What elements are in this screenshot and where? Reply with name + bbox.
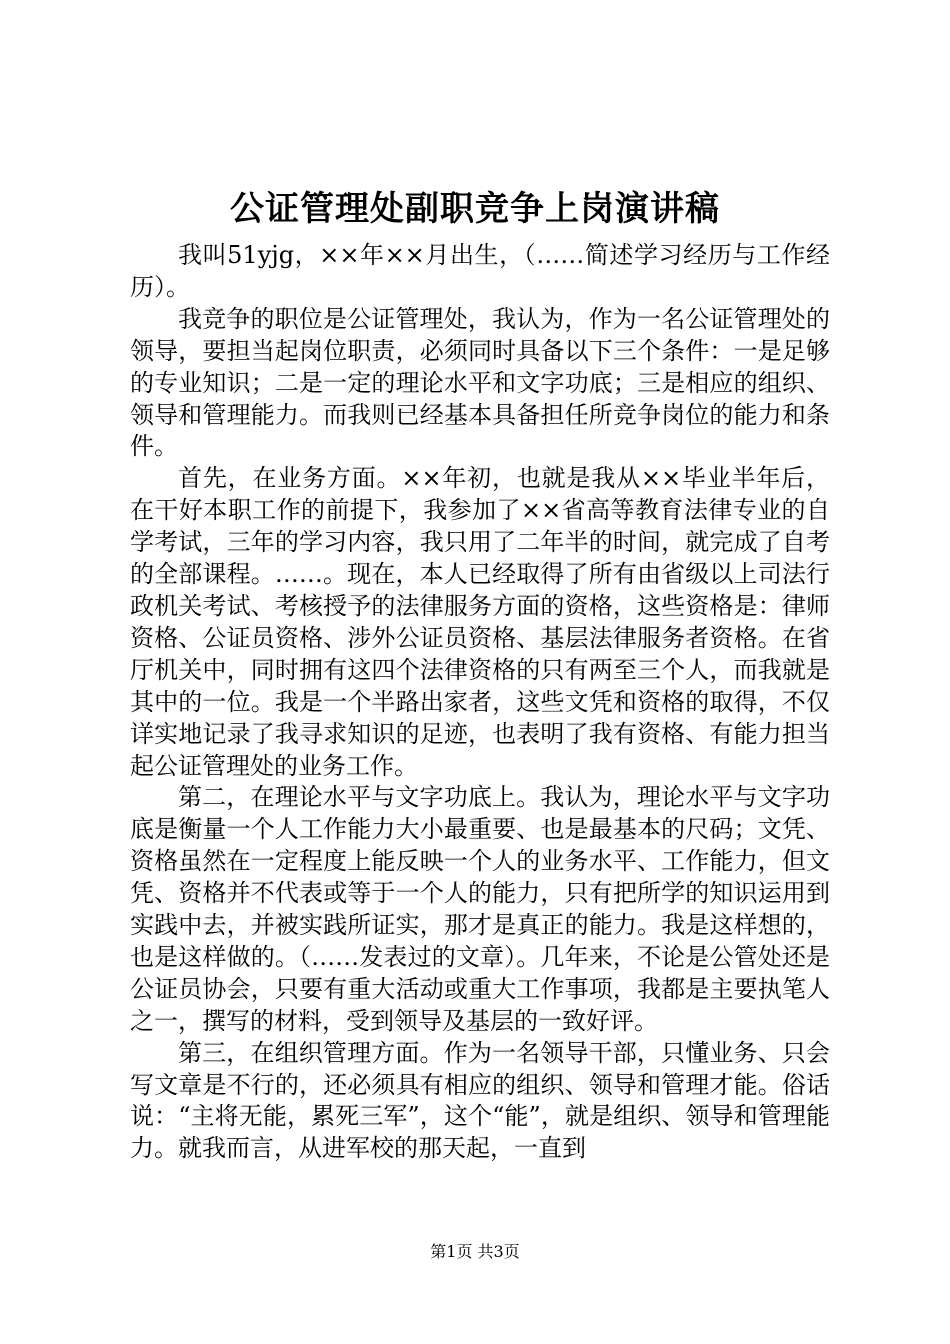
paragraph-business: 首先，在业务方面。××年初，也就是我从××毕业半年后，在干好本职工作的前提下，我参加了××省高等教育法律专业的自学考试，三年的学习内容，我只用了二年半的时间，就完成了自考的全部课程。……。现在，本人已经取得了所有由省级以上司法行政机关考试、考核授予的法律服务方面的资格，这些资格是：律师资格、公证员资格、涉外公证员资格、基层法律服务者资格。在省厅机关中，同时拥有这四个法律资格的只有两至三个人，而我就是其中的一位。我是一个半路出家者，这些文凭和资格的取得，不仅详实地记录了我寻求知识的足迹，也表明了我有资格、有能力担当起公证管理处的业务工作。 [130,464,830,780]
page-number: 第1页 共3页 [430,1242,520,1261]
document-title: 公证管理处副职竞争上岗演讲稿 [230,189,720,229]
document-body [130,240,830,1165]
paragraph-position: 我竞争的职位是公证管理处，我认为，作为一名公证管理处的领导，要担当起岗位职责，必须同时具备以下三个条件：一是足够的专业知识；二是一定的理论水平和文字功底；三是相应的组织、领导和管理能力。而我则已经基本具备担任所竞争岗位的能力和条件。 [130,304,830,461]
paragraph-management: 第三，在组织管理方面。作为一名领导干部，只懂业务、只会写文章是不行的，还必须具有相应的组织、领导和管理才能。俗话说：“主将无能，累死三军”，这个“能”，就是组织、领导和管理能力。就我而言，从进军校的那天起，一直到 [130,1038,830,1163]
paragraph-intro: 我叫51yjg，××年××月出生，（……简述学习经历与工作经历）。 [130,241,830,301]
paragraph-theory: 第二，在理论水平与文字功底上。我认为，理论水平与文字功底是衡量一个人工作能力大小最重要、也是最基本的尺码；文凭、资格虽然在一定程度上能反映一个人的业务水平、工作能力，但文凭、资格并不代表或等于一个人的能力，只有把所学的知识运用到实践中去，并被实践所证实，那才是真正的能力。我是这样想的，也是这样做的。（……发表过的文章）。几年来，不论是公管处还是公证员协会，只要有重大活动或重大工作事项，我都是主要执笔人之一，撰写的材料，受到领导及基层的一致好评。 [130,783,830,1035]
